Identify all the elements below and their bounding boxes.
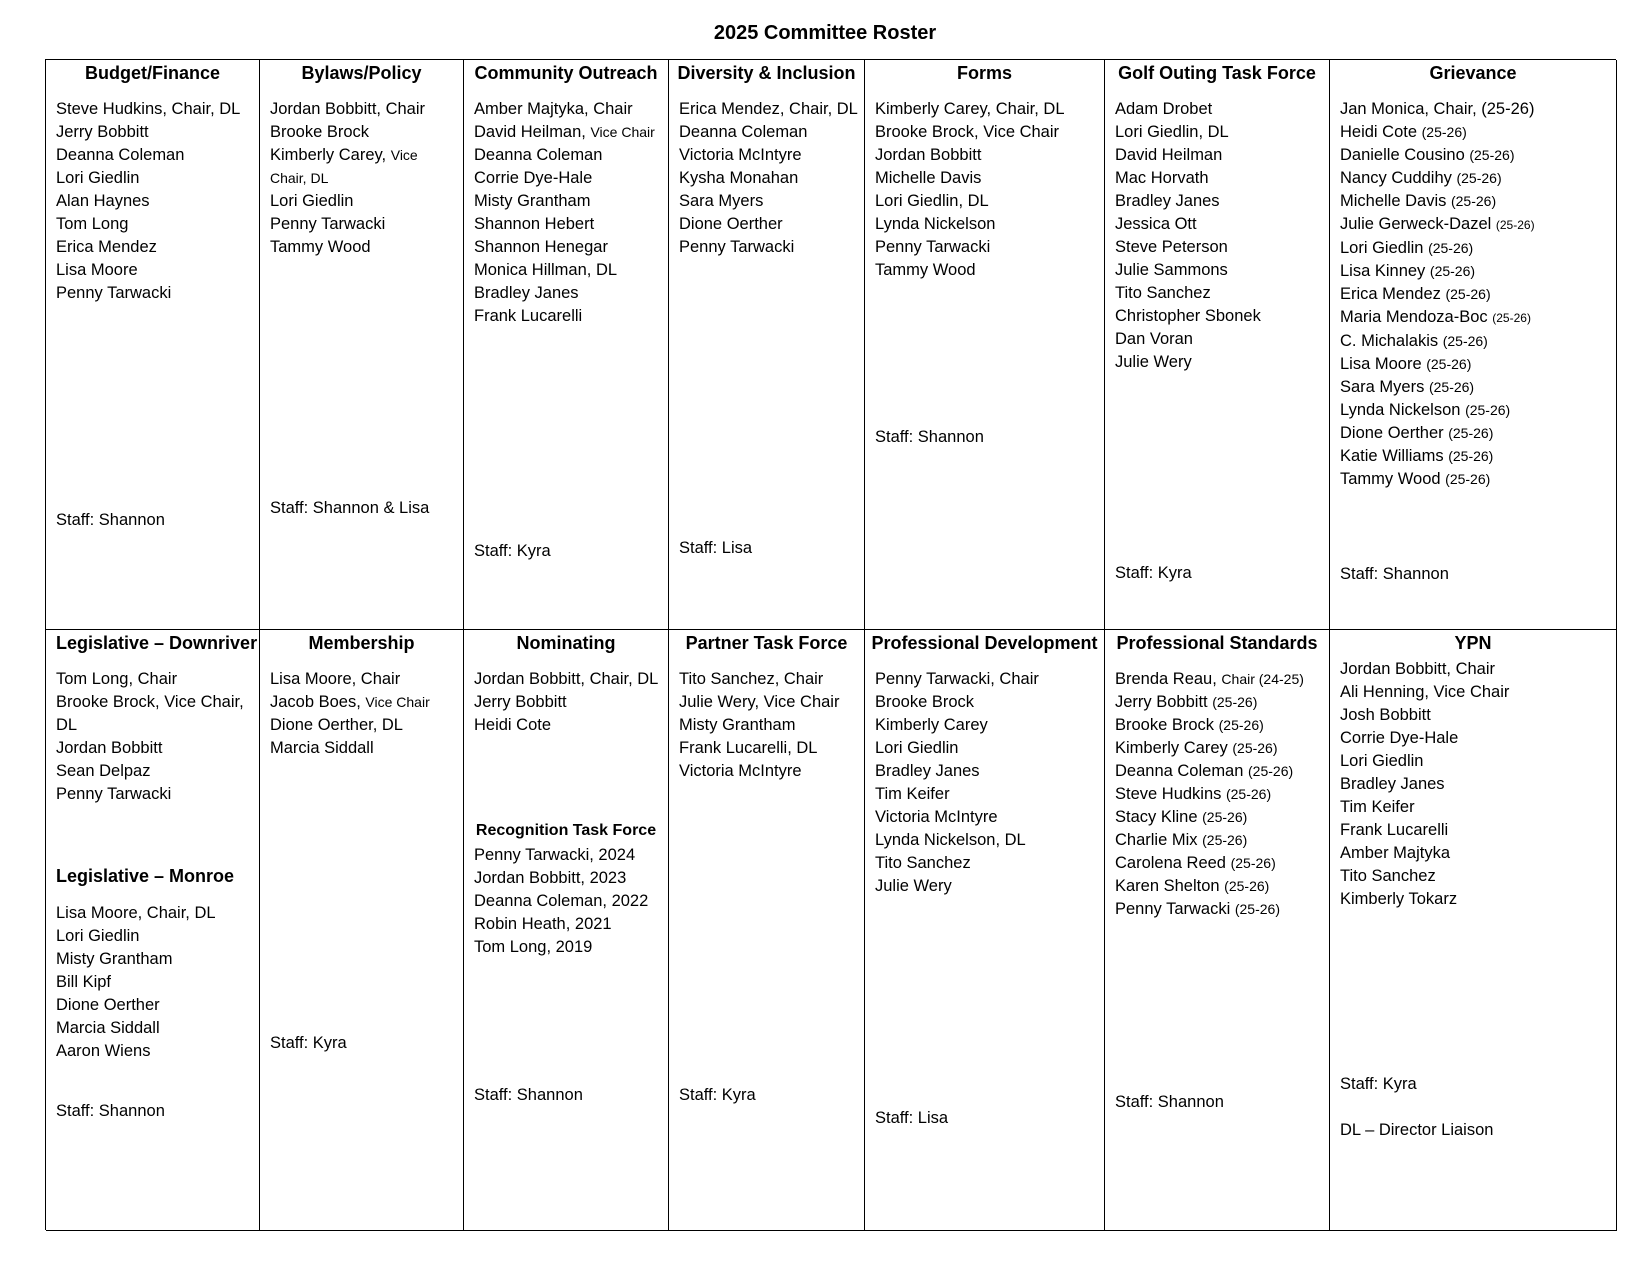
member: Steve Hudkins (25-26)	[1115, 785, 1272, 803]
member: Deanna Coleman	[474, 146, 603, 164]
cell-professional-standards	[1105, 630, 1330, 1231]
cell-forms	[865, 60, 1105, 630]
staff-label: Staff: Kyra	[1340, 1075, 1417, 1093]
staff-label: Staff: Kyra	[474, 542, 551, 560]
staff-label: Staff: Shannon	[1115, 1093, 1224, 1111]
member: Shannon Hebert	[474, 215, 595, 233]
cell-partner-task-force	[669, 630, 865, 1231]
member: Danielle Cousino (25-26)	[1340, 146, 1515, 164]
member: Heidi Cote (25-26)	[1340, 123, 1467, 141]
member: Penny Tarwacki	[679, 238, 795, 256]
member: Penny Tarwacki	[875, 238, 991, 256]
member: DL	[56, 716, 78, 734]
member: C. Michalakis (25-26)	[1340, 332, 1488, 350]
member: David Heilman, Vice Chair	[474, 123, 655, 141]
member: Victoria McIntyre	[875, 808, 998, 826]
member: Jerry Bobbitt (25-26)	[1115, 693, 1258, 711]
member: Lisa Moore (25-26)	[1340, 355, 1472, 373]
member: Tim Keifer	[1340, 798, 1415, 816]
member: Bradley Janes	[1115, 192, 1220, 210]
cell-nominating	[464, 630, 669, 1231]
member: Jordan Bobbitt, Chair, DL	[474, 670, 659, 688]
member: Nancy Cuddihy (25-26)	[1340, 169, 1502, 187]
staff-label: Staff: Shannon	[56, 511, 165, 529]
member: Ali Henning, Vice Chair	[1340, 683, 1510, 701]
member: Mac Horvath	[1115, 169, 1209, 187]
recognition-heading: Recognition Task Force	[475, 822, 657, 839]
member: Jordan Bobbitt, Chair	[1340, 660, 1496, 678]
page-title: 2025 Committee Roster	[713, 22, 937, 44]
member: Misty Grantham	[679, 716, 796, 734]
member: Jordan Bobbitt	[56, 739, 163, 757]
member: Jordan Bobbitt	[875, 146, 982, 164]
committee-heading: YPN	[1454, 633, 1492, 653]
member: Lori Giedlin	[270, 192, 354, 210]
member: Julie Wery	[1115, 353, 1192, 371]
cell-professional-development	[865, 630, 1105, 1231]
member: Lori Giedlin	[56, 169, 140, 187]
member: Jessica Ott	[1115, 215, 1197, 233]
member: Lynda Nickelson	[875, 215, 996, 233]
member: Tom Long, 2019	[474, 938, 593, 956]
member: Aaron Wiens	[56, 1042, 151, 1060]
member: Charlie Mix (25-26)	[1115, 831, 1248, 849]
committee-heading: Grievance	[1429, 63, 1517, 83]
member: Victoria McIntyre	[679, 146, 802, 164]
member: Penny Tarwacki (25-26)	[1115, 900, 1280, 918]
member: Tito Sanchez, Chair	[679, 670, 824, 688]
member: Brenda Reau, Chair (24-25)	[1115, 670, 1304, 688]
member: Shannon Henegar	[474, 238, 608, 256]
member: Penny Tarwacki	[270, 215, 386, 233]
member: Sara Myers (25-26)	[1340, 378, 1475, 396]
member: Misty Grantham	[474, 192, 591, 210]
member: Katie Williams (25-26)	[1340, 447, 1494, 465]
member: Brooke Brock	[270, 123, 370, 141]
member: Dione Oerther, DL	[270, 716, 403, 734]
member: Lori Giedlin	[56, 927, 140, 945]
member: Bradley Janes	[474, 284, 579, 302]
member: Penny Tarwacki	[56, 785, 172, 803]
member: Tom Long, Chair	[56, 670, 178, 688]
staff-label: Staff: Shannon	[56, 1102, 165, 1120]
member: Penny Tarwacki, Chair	[875, 670, 1039, 688]
member: David Heilman	[1115, 146, 1223, 164]
member: Kimberly Carey, Chair, DL	[875, 100, 1065, 118]
staff-label: Staff: Kyra	[270, 1034, 347, 1052]
cell-membership	[260, 630, 464, 1231]
cell-diversity-inclusion	[669, 60, 865, 630]
member: Lori Giedlin (25-26)	[1340, 239, 1474, 257]
member: Jerry Bobbitt	[56, 123, 149, 141]
member: Corrie Dye-Hale	[1340, 729, 1459, 747]
member: Tito Sanchez	[875, 854, 971, 872]
committee-heading: Golf Outing Task Force	[1118, 63, 1316, 83]
member: Lori Giedlin, DL	[1115, 123, 1229, 141]
member: Tim Keifer	[875, 785, 950, 803]
member: Amber Majtyka, Chair	[474, 100, 633, 118]
member: Adam Drobet	[1115, 100, 1213, 118]
cell-legislative	[46, 630, 260, 1231]
member: Lori Giedlin	[875, 739, 959, 757]
member: Jerry Bobbitt	[474, 693, 567, 711]
member: Frank Lucarelli	[1340, 821, 1449, 839]
member: Julie Gerweck-Dazel (25-26)	[1340, 215, 1535, 233]
member: Monica Hillman, DL	[474, 261, 618, 279]
member: Deanna Coleman	[679, 123, 808, 141]
member: Erica Mendez, Chair, DL	[679, 100, 858, 118]
member: Julie Wery	[875, 877, 952, 895]
member: Jan Monica, Chair, (25-26)	[1340, 100, 1535, 118]
committee-heading: Legislative – Downriver	[56, 633, 258, 653]
staff-label: Staff: Shannon	[1340, 565, 1449, 583]
member: Karen Shelton (25-26)	[1115, 877, 1270, 895]
member: Tito Sanchez	[1115, 284, 1211, 302]
committee-heading: Diversity & Inclusion	[677, 63, 856, 83]
cell-grievance	[1330, 60, 1617, 630]
member: Kimberly Carey, Vice Chair, DL	[270, 146, 418, 186]
member: Michelle Davis	[875, 169, 982, 187]
member: Dione Oerther	[679, 215, 783, 233]
member: Robin Heath, 2021	[474, 915, 612, 933]
member: Tammy Wood	[875, 261, 976, 279]
staff-label: Staff: Lisa	[875, 1109, 949, 1127]
staff-label: Staff: Kyra	[679, 1086, 756, 1104]
member: Julie Sammons	[1115, 261, 1228, 279]
member: Jordan Bobbitt, 2023	[474, 869, 627, 887]
member: Lori Giedlin, DL	[875, 192, 989, 210]
member: Christopher Sbonek	[1115, 307, 1261, 325]
member: Brooke Brock (25-26)	[1115, 716, 1264, 734]
member: Steve Peterson	[1115, 238, 1228, 256]
member: Sara Myers	[679, 192, 764, 210]
member: Lori Giedlin	[1340, 752, 1424, 770]
member: Michelle Davis (25-26)	[1340, 192, 1497, 210]
member: Alan Haynes	[56, 192, 150, 210]
member: Lynda Nickelson, DL	[875, 831, 1026, 849]
member: Kysha Monahan	[679, 169, 799, 187]
committee-heading: Membership	[308, 633, 415, 653]
member: Amber Majtyka	[1340, 844, 1451, 862]
member: Corrie Dye-Hale	[474, 169, 593, 187]
committee-heading: Community Outreach	[474, 63, 658, 83]
member: Kimberly Carey (25-26)	[1115, 739, 1278, 757]
member: Misty Grantham	[56, 950, 173, 968]
member: Penny Tarwacki, 2024	[474, 846, 636, 864]
member: Brooke Brock, Vice Chair,	[56, 693, 244, 711]
member: Maria Mendoza-Boc (25-26)	[1340, 308, 1531, 326]
cell-golf-outing	[1105, 60, 1330, 630]
member: Jacob Boes, Vice Chair	[270, 693, 430, 711]
member: Heidi Cote	[474, 716, 552, 734]
member: Bradley Janes	[1340, 775, 1445, 793]
member: Lynda Nickelson (25-26)	[1340, 401, 1511, 419]
cell-ypn	[1330, 630, 1617, 1231]
staff-label: Staff: Shannon	[875, 428, 984, 446]
member: Steve Hudkins, Chair, DL	[56, 100, 241, 118]
member: Dan Voran	[1115, 330, 1193, 348]
member: Penny Tarwacki	[56, 284, 172, 302]
cell-budget-finance	[46, 60, 260, 630]
member: Deanna Coleman	[56, 146, 185, 164]
committee-heading: Forms	[956, 63, 1012, 83]
member: Brooke Brock	[875, 693, 975, 711]
member: Deanna Coleman, 2022	[474, 892, 649, 910]
member: Marcia Siddall	[56, 1019, 160, 1037]
committee-heading: Nominating	[516, 633, 616, 653]
committee-heading: Professional Standards	[1116, 633, 1318, 653]
staff-label: Staff: Kyra	[1115, 564, 1192, 582]
member: Dione Oerther (25-26)	[1340, 424, 1494, 442]
member: Frank Lucarelli	[474, 307, 583, 325]
member: Lisa Moore, Chair, DL	[56, 904, 216, 922]
member: Tito Sanchez	[1340, 867, 1436, 885]
member: Deanna Coleman (25-26)	[1115, 762, 1294, 780]
member: Josh Bobbitt	[1340, 706, 1431, 724]
member: Lisa Moore	[56, 261, 138, 279]
committee-heading: Legislative – Monroe	[56, 866, 235, 886]
staff-label: Staff: Shannon	[474, 1086, 583, 1104]
member: Dione Oerther	[56, 996, 160, 1014]
member: Stacy Kline (25-26)	[1115, 808, 1248, 826]
member: Erica Mendez	[56, 238, 157, 256]
member: Bradley Janes	[875, 762, 980, 780]
member: Frank Lucarelli, DL	[679, 739, 818, 757]
member: Brooke Brock, Vice Chair	[875, 123, 1060, 141]
committee-heading: Budget/Finance	[84, 63, 220, 83]
member: Sean Delpaz	[56, 762, 151, 780]
member: Victoria McIntyre	[679, 762, 802, 780]
staff-label: Staff: Lisa	[679, 539, 753, 557]
roster-table	[45, 59, 1616, 1230]
committee-heading: Partner Task Force	[685, 633, 848, 653]
member: Carolena Reed (25-26)	[1115, 854, 1276, 872]
member: Bill Kipf	[56, 973, 112, 991]
member: Marcia Siddall	[270, 739, 374, 757]
committee-heading: Bylaws/Policy	[301, 63, 422, 83]
cell-community-outreach	[464, 60, 669, 630]
member: Tom Long	[56, 215, 129, 233]
member: Tammy Wood (25-26)	[1340, 470, 1491, 488]
member: Tammy Wood	[270, 238, 371, 256]
staff-label: Staff: Shannon & Lisa	[270, 499, 430, 517]
member: Jordan Bobbitt, Chair	[270, 100, 426, 118]
legend-note: DL – Director Liaison	[1340, 1121, 1494, 1139]
member: Erica Mendez (25-26)	[1340, 285, 1491, 303]
member: Julie Wery, Vice Chair	[679, 693, 840, 711]
cell-bylaws-policy	[260, 60, 464, 630]
member: Kimberly Carey	[875, 716, 988, 734]
member: Lisa Moore, Chair	[270, 670, 401, 688]
member: Lisa Kinney (25-26)	[1340, 262, 1476, 280]
member: Kimberly Tokarz	[1340, 890, 1458, 908]
committee-heading: Professional Development	[871, 633, 1098, 653]
